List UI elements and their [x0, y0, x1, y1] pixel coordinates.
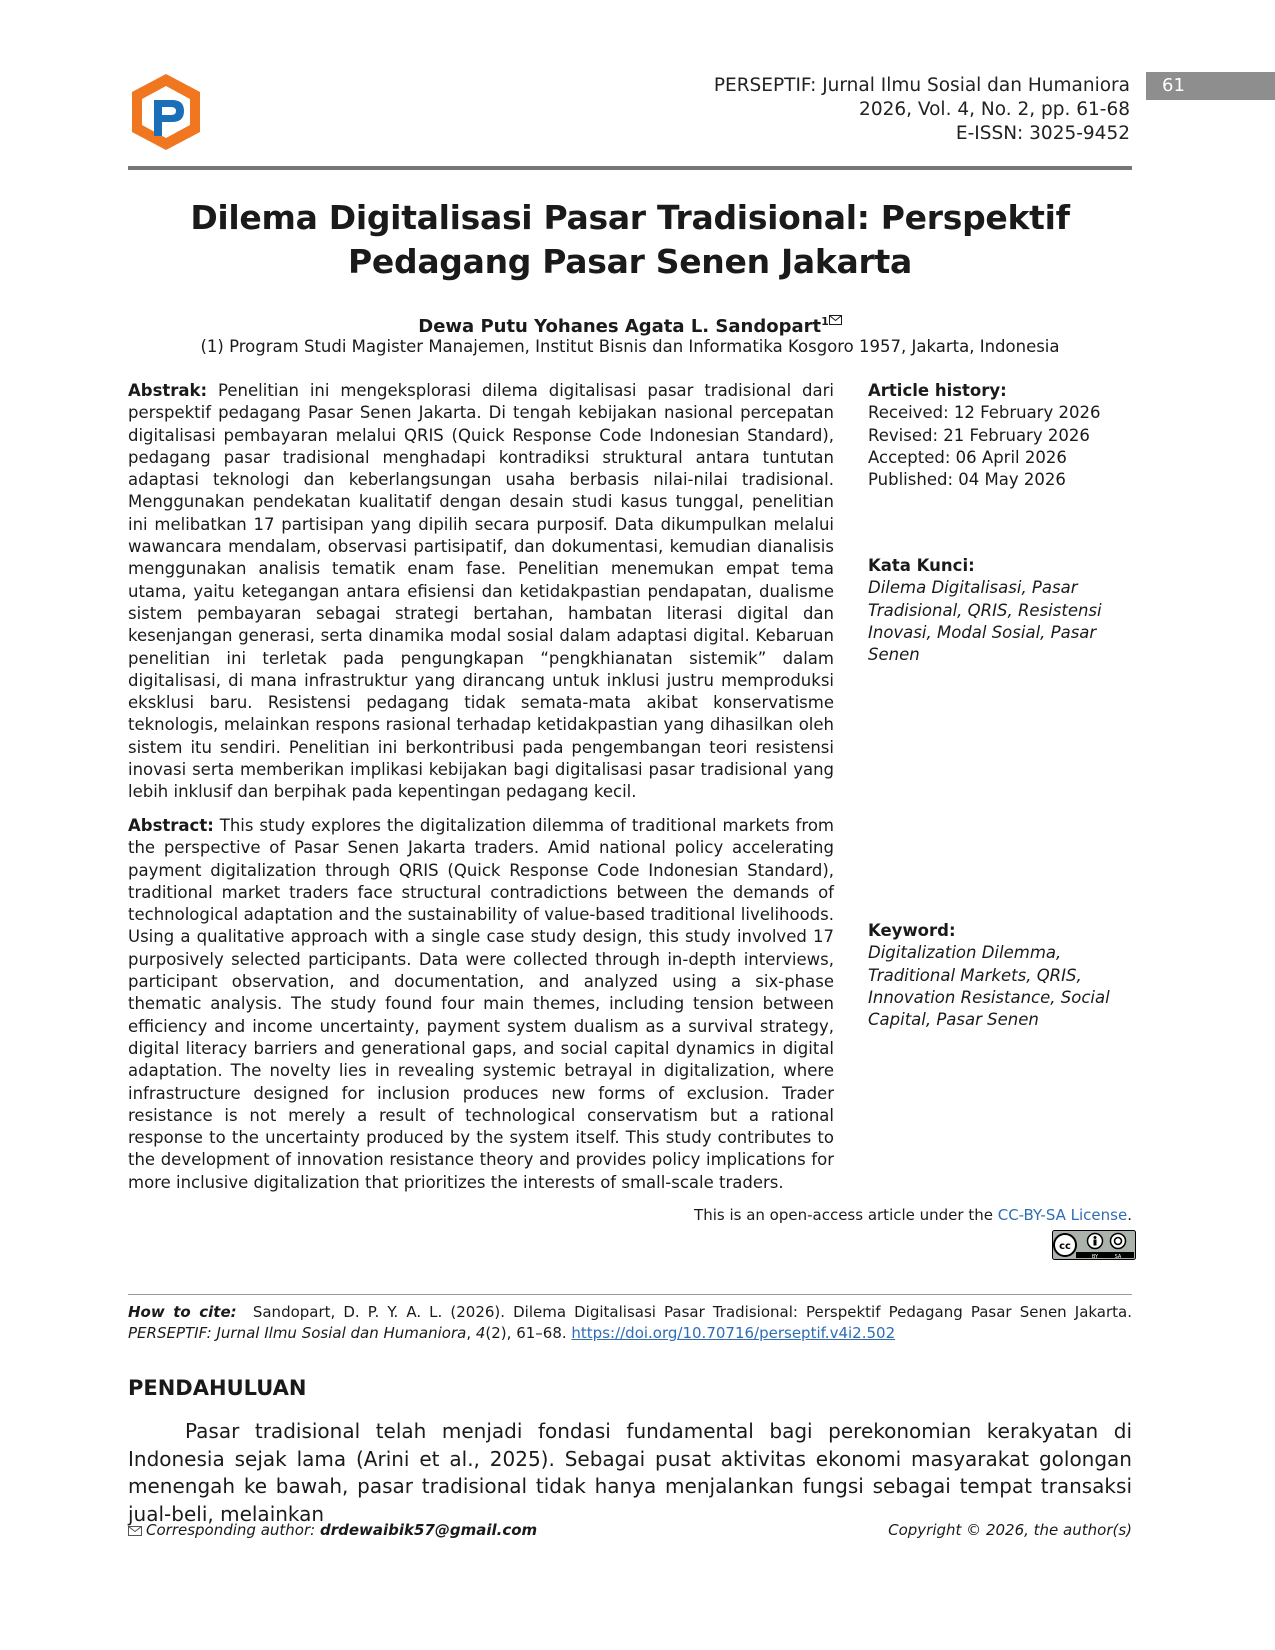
- keywords: [868, 920, 1128, 1031]
- license-note: [694, 1205, 1132, 1225]
- license-link[interactable]: CC-BY-SA License: [997, 1206, 1128, 1224]
- history-accepted: Accepted: 06 April 2026: [868, 447, 1067, 467]
- author-name: Dewa Putu Yohanes Agata L. Sandopart: [418, 316, 822, 337]
- corresponding-email[interactable]: drdewaibik57@gmail.com: [319, 1521, 538, 1539]
- kata-kunci-label: Kata Kunci:: [868, 556, 975, 575]
- cite-pages: (2), 61–68.: [485, 1324, 572, 1342]
- license-suffix: .: [1127, 1206, 1132, 1224]
- issn: E-ISSN: 3025-9452: [955, 123, 1130, 144]
- history-received: Received: 12 February 2026: [868, 403, 1101, 423]
- cite-label: How to cite:: [128, 1303, 237, 1321]
- page-number-tab: 61: [1146, 72, 1275, 100]
- affiliation: (1) Program Studi Magister Manajemen, Institut Bisnis dan Informatika Kosgoro 1957, Jakarta, Indonesia: [200, 337, 1060, 356]
- cite-doi-link[interactable]: https://doi.org/10.70716/perseptif.v4i2.502: [571, 1324, 896, 1342]
- cite-sep: ,: [466, 1324, 476, 1342]
- author-line: [128, 310, 1132, 339]
- cc-by-sa-badge[interactable]: [1052, 1230, 1136, 1260]
- license-prefix: This is an open-access article under the: [694, 1206, 998, 1224]
- copyright: Copyright © 2026, the author(s): [888, 1521, 1132, 1539]
- article-title: Dilema Digitalisasi Pasar Tradisional: Perspektif Pedagang Pasar Senen Jakarta: [190, 198, 1070, 281]
- corresponding-label: Corresponding author:: [146, 1521, 320, 1539]
- intro-paragraph: Pasar tradisional telah menjadi fondasi fundamental bagi perekonomian kerakyatan di Indonesia sejak lama (Arini et al., 2025). Sebagai pusat aktivitas ekonomi masyarakat golongan menengah ke bawah, pasar tradisional tidak hanya menjalankan fungsi sebagai tempat transaksi jual-beli, melainkan: [128, 1419, 1132, 1526]
- kata-kunci-text: Dilema Digitalisasi, Pasar Tradisional, QRIS, Resistensi Inovasi, Modal Sosial, Pasar Senen: [868, 578, 1102, 665]
- envelope-icon[interactable]: [829, 316, 842, 337]
- history-revised: Revised: 21 February 2026: [868, 425, 1090, 445]
- keyword-label: Keyword:: [868, 921, 956, 940]
- corresponding-author: [128, 1520, 537, 1540]
- kata-kunci: [868, 555, 1128, 666]
- author-sup: 1: [821, 315, 829, 328]
- cc-sa-text: SA: [1114, 1254, 1122, 1260]
- volume-line: 2026, Vol. 4, No. 2, pp. 61-68: [859, 99, 1130, 120]
- abstrak-text: Penelitian ini mengeksplorasi dilema digitalisasi pasar tradisional dari perspektif pedagang Pasar Senen Jakarta. Di tengah kebijakan nasional percepatan digitalisasi pembayaran melalui QRIS (Quick Response Code Indonesian Standard), pedagang pasar tradisional menghadapi kontradiksi struktural antara tuntutan adaptasi teknologi dan keberlangsungan usaha berbasis nilai-nilai tradisional. Menggunakan pendekatan kualitatif dengan desain studi kasus tunggal, penelitian ini melibatkan 17 partisipan yang dipilih secara purposif. Data dikumpulkan melalui wawancara mendalam, observasi partisipatif, dan dokumentasi, kemudian dianalisis menggunakan analisis tematik enam fase. Penelitian menemukan empat tema utama, yaitu ketegangan antara efisiensi dan ketidakpastian pendapatan, dualisme sistem pembayaran sebagai strategi bertahan, hambatan literasi digital dan kesenjangan generasi, serta dinamika modal sosial dalam adaptasi digital. Kebaruan penelitian ini terletak pada pengungkapan “pengkhianatan sistemik” dalam digitalisasi, di mana infrastruktur yang dirancang untuk inklusi justru memproduksi eksklusi baru. Resistensi pedagang tidak semata-mata akibat konservatisme teknologis, melainkan respons rasional terhadap ketidakpastian yang dihasilkan oleh sistem itu sendiri. Penelitian ini berkontribusi pada pengembangan teori resistensi inovasi serta memberikan implikasi kebijakan bagi digitalisasi pasar tradisional yang lebih inklusif dan berpihak pada kepentingan pedagang kecil.: [128, 381, 834, 802]
- keyword-text: Digitalization Dilemma, Traditional Markets, QRIS, Innovation Resistance, Social Capital, Pasar Senen: [868, 943, 1110, 1030]
- how-to-cite: [128, 1302, 1132, 1344]
- abstrak-block: [128, 380, 834, 804]
- abstrak-label: Abstrak:: [128, 381, 208, 400]
- journal-name: PERSEPTIF: Jurnal Ilmu Sosial dan Humaniora: [713, 75, 1130, 96]
- abstract-block: [128, 815, 834, 1194]
- envelope-icon: [128, 1521, 146, 1539]
- header-divider: [128, 166, 1132, 170]
- section-heading: PENDAHULUAN: [128, 1376, 307, 1400]
- cite-text: Sandopart, D. P. Y. A. L. (2026). Dilema Digitalisasi Pasar Tradisional: Perspektif Pedagang Pasar Senen Jakarta.: [252, 1303, 1133, 1321]
- cc-by-text: BY: [1091, 1254, 1099, 1260]
- cite-volume: 4: [475, 1324, 486, 1342]
- abstract-label: Abstract:: [128, 816, 214, 835]
- cite-journal: PERSEPTIF: Jurnal Ilmu Sosial dan Humaniora: [128, 1324, 467, 1342]
- journal-logo: [128, 72, 204, 152]
- svg-text:cc: cc: [1059, 1241, 1071, 1252]
- abstract-text: This study explores the digitalization dilemma of traditional markets from the perspective of Pasar Senen Jakarta traders. Amid national policy accelerating payment digitalization through QRIS (Quick Response Code Indonesian Standard), traditional market traders face structural contradictions between the demands of technological adaptation and the sustainability of value-based traditional livelihoods. Using a qualitative approach with a single case study design, this study involved 17 purposively selected participants. Data were collected through in-depth interviews, participant observation, and documentation, and analyzed using a six-phase thematic analysis. The study found four main themes, including tension between efficiency and income uncertainty, payment system dualism as a survival strategy, digital literacy barriers and generational gaps, and social capital dynamics in digital adaptation. The novelty lies in revealing systemic betrayal in digitalization, where infrastructure designed for inclusion produces new forms of exclusion. Trader resistance is not merely a result of technological conservatism but a rational response to the uncertainty produced by the system itself. This study contributes to the development of innovation resistance theory and provides policy implications for more inclusive digitalization that prioritizes the interests of small-scale traders.: [128, 816, 834, 1192]
- journal-header: [714, 74, 1130, 146]
- history-published: Published: 04 May 2026: [868, 470, 1066, 490]
- history-label: Article history:: [868, 381, 1007, 400]
- article-history: [868, 380, 1128, 491]
- citation-divider: [128, 1294, 1132, 1295]
